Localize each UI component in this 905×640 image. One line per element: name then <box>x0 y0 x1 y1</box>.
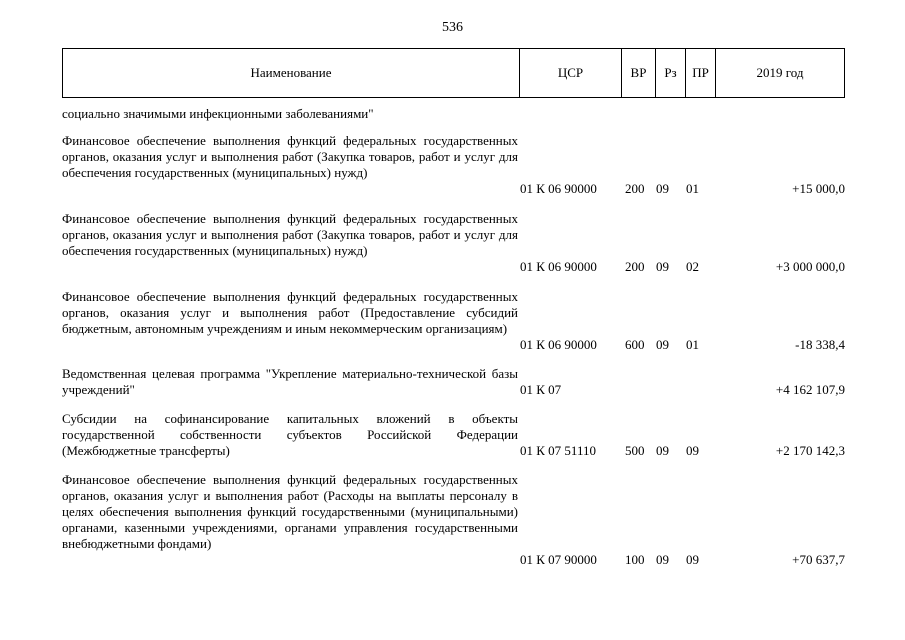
table-row <box>62 211 845 275</box>
header-year: 2019 год <box>756 65 804 80</box>
table-row <box>62 366 845 398</box>
row-name: Финансовое обеспечение выполнения функций федеральных государственных органов, оказания услуг и выполнения работ (Закупка товаров, работ и услуг для обеспечения государственных (муниципальных) нужд) <box>62 133 518 180</box>
row-pr: 01 <box>686 181 699 196</box>
row-csr: 01 К 06 90000 <box>520 259 597 274</box>
row-pr: 09 <box>686 443 699 458</box>
header-name: Наименование <box>63 49 520 97</box>
row-name: Ведомственная целевая программа "Укрепление материально-технической базы учреждений" <box>62 366 518 397</box>
row-vr: 500 <box>625 443 645 458</box>
page-number: 536 <box>442 20 463 35</box>
header-pr: ПР <box>686 49 716 97</box>
table-row <box>62 411 845 459</box>
row-amount: +2 170 142,3 <box>775 443 845 458</box>
row-vr: 200 <box>625 259 645 274</box>
row-csr: 01 К 06 90000 <box>520 337 597 352</box>
row-csr: 01 К 07 90000 <box>520 552 597 567</box>
table-header <box>62 48 845 98</box>
continuation-text: социально значимыми инфекционными заболеваниями" <box>62 106 374 121</box>
row-name: Субсидии на софинансирование капитальных вложений в объекты государственной собственности субъектов Российской Федерации (Межбюджетные трансферты) <box>62 411 518 458</box>
row-pr: 02 <box>686 259 699 274</box>
row-amount: +3 000 000,0 <box>775 259 845 274</box>
row-rz: 09 <box>656 181 669 196</box>
table-row <box>62 133 845 197</box>
row-name: Финансовое обеспечение выполнения функций федеральных государственных органов, оказания услуг и выполнения работ (Предоставление субсидий бюджетным, автономным учреждениям и иным некоммерческим организациям) <box>62 289 518 336</box>
row-amount: +15 000,0 <box>792 181 845 196</box>
row-csr: 01 К 07 <box>520 382 562 397</box>
row-csr: 01 К 06 90000 <box>520 181 597 196</box>
row-rz: 09 <box>656 552 669 567</box>
row-vr: 600 <box>625 337 645 352</box>
row-rz: 09 <box>656 337 669 352</box>
row-amount: +70 637,7 <box>792 552 845 567</box>
row-rz: 09 <box>656 443 669 458</box>
header-rz: Рз <box>656 49 686 97</box>
header-vr: ВР <box>622 49 656 97</box>
row-vr: 200 <box>625 181 645 196</box>
row-vr: 100 <box>625 552 645 567</box>
row-pr: 01 <box>686 337 699 352</box>
row-csr: 01 К 07 51110 <box>520 443 596 458</box>
table-row <box>62 289 845 353</box>
row-amount: +4 162 107,9 <box>775 382 845 397</box>
row-pr: 09 <box>686 552 699 567</box>
row-rz: 09 <box>656 259 669 274</box>
table-row <box>62 472 845 568</box>
row-name: Финансовое обеспечение выполнения функций федеральных государственных органов, оказания услуг и выполнения работ (Расходы на выплаты персоналу в целях обеспечения выполнения функций государственными (муниципальными) органами, казенными учреждениями, органами управления государственными внебюджетными фондами) <box>62 472 518 551</box>
header-csr: ЦСР <box>520 49 622 97</box>
row-name: Финансовое обеспечение выполнения функций федеральных государственных органов, оказания услуг и выполнения работ (Закупка товаров, работ и услуг для обеспечения государственных (муниципальных) нужд) <box>62 211 518 258</box>
row-amount: -18 338,4 <box>795 337 845 352</box>
